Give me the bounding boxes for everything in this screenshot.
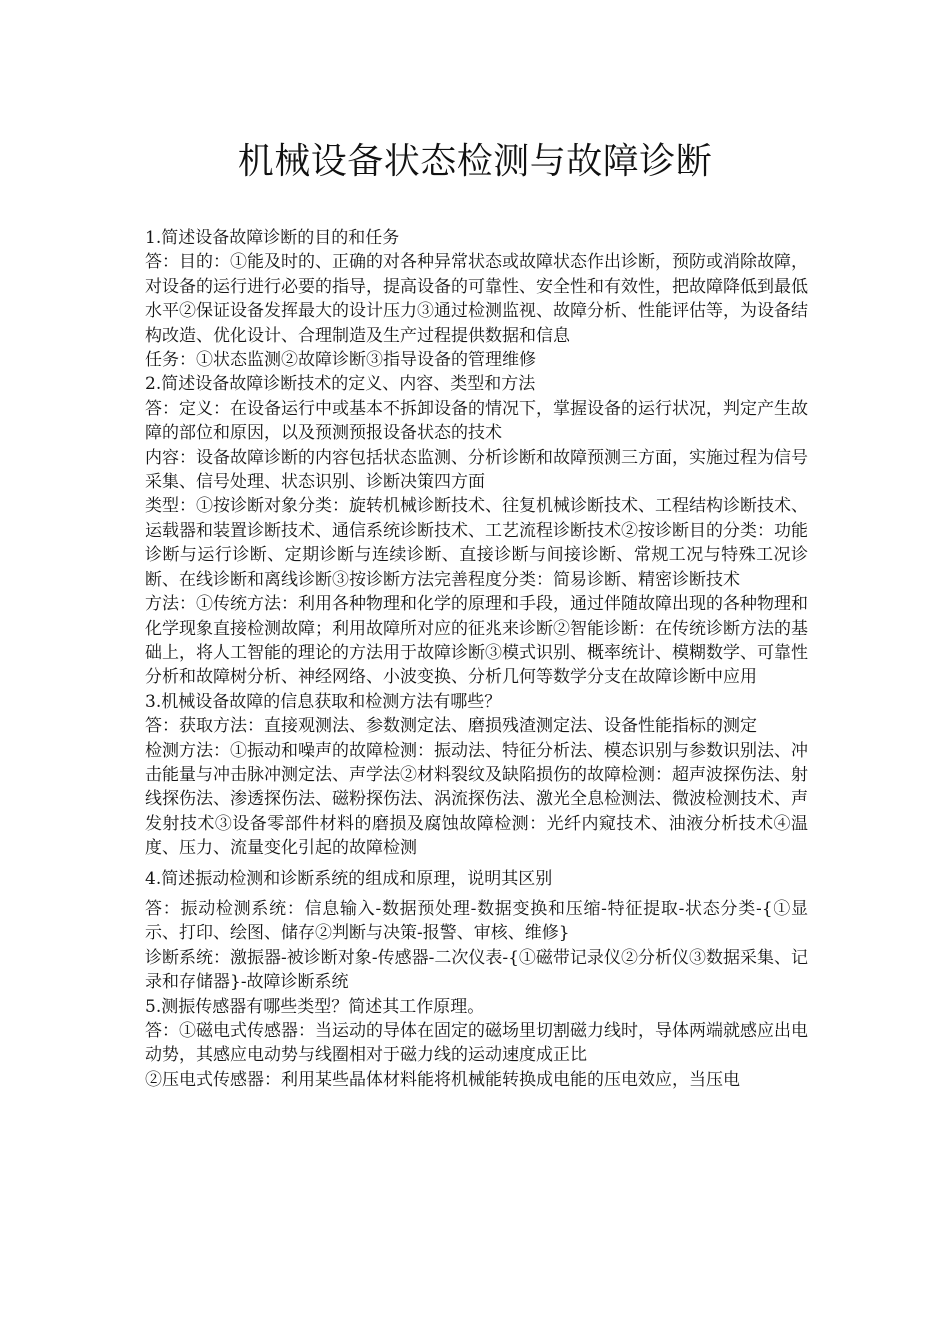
answer-paragraph: 检测方法：①振动和噪声的故障检测：振动法、特征分析法、模态识别与参数识别法、冲击能量与冲击脉冲测定法、声学法②材料裂纹及缺陷损伤的故障检测：超声波探伤法、射线探伤法、渗透探伤法、磁粉探伤法、涡流探伤法、激光全息检测法、微波检测技术、声发射技术③设备零部件材料的磨损及腐蚀故障检测：光纤内窥技术、油液分析技术④温度、压力、流量变化引起的故障检测	[145, 740, 808, 859]
answer-paragraph: 诊断系统：激振器-被诊断对象-传感器-二次仪表-{①磁带记录仪②分析仪③数据采集、记录和存储器}-故障诊断系统	[145, 947, 808, 993]
answer-paragraph: 答：目的：①能及时的、正确的对各种异常状态或故障状态作出诊断，预防或消除故障，对设备的运行进行必要的指导，提高设备的可靠性、安全性和有效性，把故障降低到最低水平②保证设备发挥最大的设计压力③通过检测监视、故障分析、性能评估等，为设备结构改造、优化设计、合理制造及生产过程提供数据和信息	[145, 252, 808, 346]
answer-paragraph: 任务：①状态监测②故障诊断③指导设备的管理维修	[145, 350, 536, 371]
answer-paragraph: 答：定义：在设备运行中或基本不拆卸设备的情况下，掌握设备的运行状况，判定产生故障的部位和原因，以及预测预报设备状态的技术	[145, 398, 808, 444]
answer-paragraph: 答：获取方法：直接观测法、参数测定法、磨损残渣测定法、设备性能指标的测定	[145, 716, 757, 737]
document-body	[145, 226, 808, 1092]
question-heading: 2.简述设备故障诊断技术的定义、内容、类型和方法	[145, 374, 536, 395]
document-title: 机械设备状态检测与故障诊断	[237, 141, 713, 182]
question-heading: 5.测振传感器有哪些类型？简述其工作原理。	[145, 996, 485, 1017]
question-heading: 3.机械设备故障的信息获取和检测方法有哪些？	[145, 691, 502, 712]
question-heading: 1.简述设备故障诊断的目的和任务	[145, 228, 400, 248]
answer-paragraph: 内容：设备故障诊断的内容包括状态监测、分析诊断和故障预测三方面，实施过程为信号采集、信号处理、状态识别、诊断决策四方面	[145, 447, 808, 493]
answer-paragraph: ②压电式传感器：利用某些晶体材料能将机械能转换成电能的压电效应，当压电	[145, 1069, 740, 1090]
question-heading: 4.简述振动检测和诊断系统的组成和原理，说明其区别	[145, 868, 553, 889]
answer-paragraph: 答：振动检测系统：信息输入-数据预处理-数据变换和压缩-特征提取-状态分类-{①显示、打印、绘图、储存②判断与决策-报警、审核、维修}	[145, 898, 808, 944]
answer-paragraph: 类型：①按诊断对象分类：旋转机械诊断技术、往复机械诊断技术、工程结构诊断技术、运载器和装置诊断技术、通信系统诊断技术、工艺流程诊断技术②按诊断目的分类：功能诊断与运行诊断、定期诊断与连续诊断、直接诊断与间接诊断、常规工况与特殊工况诊断、在线诊断和离线诊断③按诊断方法完善程度分类：简易诊断、精密诊断技术	[145, 496, 808, 590]
answer-paragraph: 答：①磁电式传感器：当运动的导体在固定的磁场里切割磁力线时，导体两端就感应出电动势，其感应电动势与线圈相对于磁力线的运动速度成正比	[145, 1021, 808, 1066]
answer-paragraph: 方法：①传统方法：利用各种物理和化学的原理和手段，通过伴随故障出现的各种物理和化学现象直接检测故障；利用故障所对应的征兆来诊断②智能诊断：在传统诊断方法的基础上，将人工智能的理论的方法用于故障诊断③模式识别、概率统计、模糊数学、可靠性分析和故障树分析、神经网络、小波变换、分析几何等数学分支在故障诊断中应用	[145, 594, 808, 688]
